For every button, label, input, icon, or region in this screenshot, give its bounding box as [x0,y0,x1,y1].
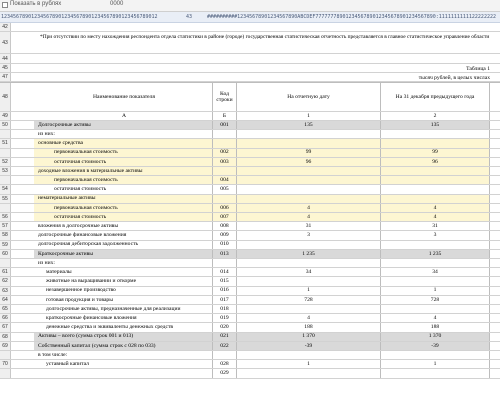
indicator-name-cell: долгосрочные финансовые вложения [38,232,127,239]
reporting-date-value-cell[interactable] [236,167,380,175]
row-number[interactable]: 49 [0,112,11,120]
line-code-cell: 013 [212,250,236,258]
prev-year-value-cell[interactable] [380,195,490,203]
reporting-date-value-cell[interactable]: 1 370 [236,333,380,341]
line-code-cell: 008 [212,222,236,230]
row-number[interactable] [0,369,11,377]
table-row [0,259,500,268]
reporting-date-value-cell[interactable]: 728 [236,296,380,304]
table-row [0,195,500,204]
row-number[interactable] [0,305,11,313]
line-code-cell: 020 [212,323,236,331]
row-number-label: 62 [2,278,8,285]
reporting-date-value-cell[interactable] [236,351,380,359]
column-ruler [0,12,500,23]
row-number-label: 54 [2,186,8,193]
units-label: тысяч рублей, в целых числах [418,75,490,81]
line-code-cell: 022 [212,342,236,350]
row-number[interactable] [0,268,11,276]
prev-year-value-cell[interactable] [380,259,490,267]
line-code-cell: 017 [212,296,236,304]
row-number-label: 66 [2,315,8,322]
reporting-date-value-cell[interactable]: 96 [236,158,380,166]
row-number[interactable]: 43 [0,32,11,53]
reporting-date-value-cell[interactable]: 1 [236,360,380,368]
line-code-cell [212,259,236,267]
row-number-label: 58 [2,232,8,239]
line-code-cell: 010 [212,241,236,249]
table-row [0,176,500,185]
table-row [0,250,500,259]
prev-year-value-cell[interactable]: 188 [380,323,490,331]
table-row [0,139,500,148]
prev-year-value-cell[interactable] [380,351,490,359]
table-row [0,314,500,323]
row-number[interactable] [0,158,11,166]
row-number-label: 51 [2,140,8,147]
grid-row [0,64,500,73]
prev-year-value-cell[interactable] [380,185,490,193]
table-row [0,231,500,240]
prev-year-value-cell[interactable]: 4 [380,213,490,221]
row-number[interactable] [0,167,11,175]
indicator-name-cell: нематериальные активы [34,195,212,203]
row-number[interactable] [0,287,11,295]
row-number[interactable] [0,360,11,368]
row-number-label: 59 [2,241,8,248]
indicator-name-cell: Собственный капитал (сумма строк с 028 по 033) [34,342,212,350]
row-number[interactable]: 44 [0,54,11,63]
reporting-date-value-cell[interactable] [236,176,380,184]
row-number[interactable] [0,241,11,249]
indicator-name-cell: остаточная стоимость [34,158,212,166]
prev-year-value-cell[interactable]: 99 [380,149,490,157]
prev-year-value-cell[interactable]: 728 [380,296,490,304]
indicator-name-cell: первоначальная стоимость [34,176,212,184]
reporting-date-value-cell[interactable] [236,259,380,267]
prev-year-value-cell[interactable] [380,241,490,249]
letter-2: 2 [380,112,490,120]
row-number-label: 68 [2,333,8,340]
indicator-name-cell: краткосрочные финансовые вложения [46,315,137,322]
show-in-rubles-checkbox[interactable] [2,2,8,8]
line-code-cell [212,195,236,203]
reporting-date-value-cell[interactable] [236,369,380,377]
row-number[interactable] [0,351,11,359]
table-row [0,130,500,139]
row-number[interactable]: 47 [0,73,11,81]
table-row [0,213,500,222]
table-row [0,287,500,296]
reporting-date-value-cell[interactable] [236,305,380,313]
table-row [0,277,500,286]
row-number-label: 61 [2,269,8,276]
indicator-name-cell: первоначальная стоимость [34,204,212,212]
line-code-cell: 003 [212,158,236,166]
reporting-date-value-cell[interactable]: 99 [236,149,380,157]
indicator-name-cell: готовая продукция и товары [46,296,113,303]
footnote-text: *При отсутствии по месту нахождения респондента отдела статистики в районе (городе) государственная статистическая отчетность представляется в главное статистическое управление области [40,34,490,40]
row-number-label: 65 [2,306,8,313]
line-code-cell: 015 [212,277,236,285]
reporting-date-value-cell[interactable]: 188 [236,323,380,331]
row-number-label: 69 [2,342,8,349]
table-row [0,333,500,342]
indicator-name-cell: животные на выращивании и откорме [46,278,137,285]
row-number[interactable] [0,176,11,184]
reporting-date-value-cell[interactable] [236,185,380,193]
row-number[interactable] [0,222,11,230]
grid-row [0,54,500,64]
table-row [0,369,500,378]
top-toolbar [0,0,500,12]
prev-year-value-cell[interactable] [380,369,490,377]
table-row [0,241,500,250]
toolbar-value: 0000 [110,1,124,7]
row-number[interactable] [0,121,11,129]
row-number[interactable] [0,195,11,203]
indicator-name-cell: долгосрочная дебиторская задолженность [38,241,139,248]
indicator-name-cell: в том числе: [38,351,68,358]
line-code-cell: 004 [212,176,236,184]
row-number[interactable] [0,149,11,157]
reporting-date-value-cell[interactable]: 4 [236,204,380,212]
indicator-name-cell: долгосрочные активы, предназначенные для реализации [46,305,181,312]
row-number-label: 64 [2,296,8,303]
line-code-cell [212,167,236,175]
row-number[interactable] [0,213,11,221]
reporting-date-value-cell[interactable]: 3 [236,231,380,239]
row-number[interactable] [0,139,11,147]
prev-year-value-cell[interactable]: 4 [380,314,490,322]
reporting-date-value-cell[interactable] [236,277,380,285]
prev-year-value-cell[interactable] [380,176,490,184]
reporting-date-value-cell[interactable]: 31 [236,222,380,230]
row-number[interactable] [0,259,11,267]
row-number-label: 57 [2,223,8,230]
row-number-label: 56 [2,214,8,221]
checkbox-label: Показать в рублях [10,1,62,7]
reporting-date-value-cell[interactable]: 4 [236,213,380,221]
prev-year-value-cell[interactable]: 1 [380,287,490,295]
ruler-right: ##########12345678901234567890ABCDEF7777777890123456789012345678901234567890:1111111111122222222 [207,14,496,20]
reporting-date-value-cell[interactable] [236,130,380,138]
ruler-mid: 43 [186,14,193,20]
line-code-cell: 029 [212,369,236,377]
indicator-name-cell: из них: [38,131,55,138]
line-code-cell [212,139,236,147]
table-row [0,305,500,314]
ruler-left: 1234567890123456789012345678901234567890123456789012 [1,14,158,20]
table-row [0,342,500,351]
row-number[interactable]: 42 [0,23,11,31]
letter-b: Б [212,112,236,120]
reporting-date-value-cell[interactable] [236,195,380,203]
indicator-name-cell: денежные средства и эквиваленты денежных средств [46,324,174,331]
indicator-name-cell: из них: [38,259,55,266]
table-header-row [0,82,500,112]
table-row [0,158,500,167]
reporting-date-value-cell[interactable]: 34 [236,268,380,276]
table-row [0,149,500,158]
letter-1: 1 [236,112,380,120]
row-number[interactable]: 48 [0,83,11,111]
prev-year-value-cell[interactable] [380,139,490,147]
indicator-name-cell [34,369,212,377]
row-number-label: 53 [2,168,8,175]
indicator-name-cell: остаточная стоимость [34,213,212,221]
header-name: Наименование показателя [93,93,155,100]
reporting-date-value-cell[interactable]: 1 235 [236,250,380,258]
prev-year-value-cell[interactable]: 3 [380,231,490,239]
table-row [0,268,500,277]
grid-row [0,23,500,32]
line-code-cell [212,351,236,359]
grid-row [0,32,500,54]
line-code-cell: 006 [212,204,236,212]
row-number[interactable] [0,204,11,212]
table-number: Таблица 1 [466,66,490,72]
indicator-name-cell: незавершенное производство [46,287,116,294]
row-number-label: 50 [2,122,8,129]
reporting-date-value-cell[interactable]: 4 [236,314,380,322]
indicator-name-cell: Долгосрочные активы [34,121,212,129]
row-number[interactable]: 45 [0,64,11,72]
row-number[interactable] [0,250,11,258]
line-code-cell: 018 [212,305,236,313]
prev-year-value-cell[interactable]: 1 370 [380,333,490,341]
table-row [0,185,500,194]
reporting-date-value-cell[interactable]: 135 [236,121,380,129]
row-number[interactable] [0,231,11,239]
row-number[interactable] [0,333,11,341]
indicator-name-cell: первоначальная стоимость [34,149,212,157]
indicator-name-cell: остаточная стоимость [54,186,107,193]
row-number-label: 70 [2,361,8,368]
line-code-cell [212,130,236,138]
line-code-cell: 019 [212,314,236,322]
line-code-cell: 021 [212,333,236,341]
prev-year-value-cell[interactable]: 1 [380,360,490,368]
reporting-date-value-cell[interactable]: -39 [236,342,380,350]
prev-year-value-cell[interactable]: 4 [380,204,490,212]
row-number[interactable] [0,130,11,138]
line-code-cell: 009 [212,231,236,239]
indicator-name-cell: материалы [46,269,72,276]
line-code-cell: 007 [212,213,236,221]
reporting-date-value-cell[interactable] [236,139,380,147]
prev-year-value-cell[interactable]: 1 235 [380,250,490,258]
prev-year-value-cell[interactable] [380,130,490,138]
row-number[interactable] [0,342,11,350]
line-code-cell: 028 [212,360,236,368]
prev-year-value-cell[interactable]: -39 [380,342,490,350]
line-code-cell: 014 [212,268,236,276]
row-number-label: 60 [2,250,8,257]
table-row [0,360,500,369]
table-row [0,323,500,332]
row-number-label: 63 [2,287,8,294]
row-number[interactable] [0,296,11,304]
row-number-label: 67 [2,324,8,331]
row-number[interactable] [0,314,11,322]
indicator-name-cell: Активы – всего (сумма строк 001 и 013) [34,333,212,341]
prev-year-value-cell[interactable]: 135 [380,121,490,129]
row-number-label: 55 [2,195,8,202]
header-reporting-date: На отчетную дату [236,83,380,111]
prev-year-value-cell[interactable] [380,277,490,285]
prev-year-value-cell[interactable]: 34 [380,268,490,276]
prev-year-value-cell[interactable] [380,305,490,313]
line-code-cell: 002 [212,149,236,157]
prev-year-value-cell[interactable]: 31 [380,222,490,230]
row-number[interactable] [0,323,11,331]
line-code-cell: 016 [212,287,236,295]
indicator-name-cell: Краткосрочные активы [34,250,212,258]
letter-a: A [121,112,127,119]
indicator-name-cell: вложения в долгосрочные активы [38,223,119,230]
reporting-date-value-cell[interactable]: 1 [236,287,380,295]
indicator-name-cell: основные средства [34,139,212,147]
line-code-cell: 005 [212,185,236,193]
table-row [0,167,500,176]
header-code: Код строки [212,83,236,111]
table-row [0,222,500,231]
table-row [0,121,500,130]
table-row [0,204,500,213]
row-number[interactable] [0,277,11,285]
line-code-cell: 001 [212,121,236,129]
table-letters-row [0,112,500,121]
reporting-date-value-cell[interactable] [236,241,380,249]
prev-year-value-cell[interactable] [380,167,490,175]
prev-year-value-cell[interactable]: 96 [380,158,490,166]
table-row [0,296,500,305]
header-prev-year: На 31 декабря предыдущего года [380,83,490,111]
row-number-label: 52 [2,158,8,165]
indicator-name-cell: уставный капитал [46,361,89,368]
table-row [0,351,500,360]
row-number[interactable] [0,185,11,193]
grid-row [0,73,500,82]
indicator-name-cell: доходные вложения в материальные активы [34,167,212,175]
